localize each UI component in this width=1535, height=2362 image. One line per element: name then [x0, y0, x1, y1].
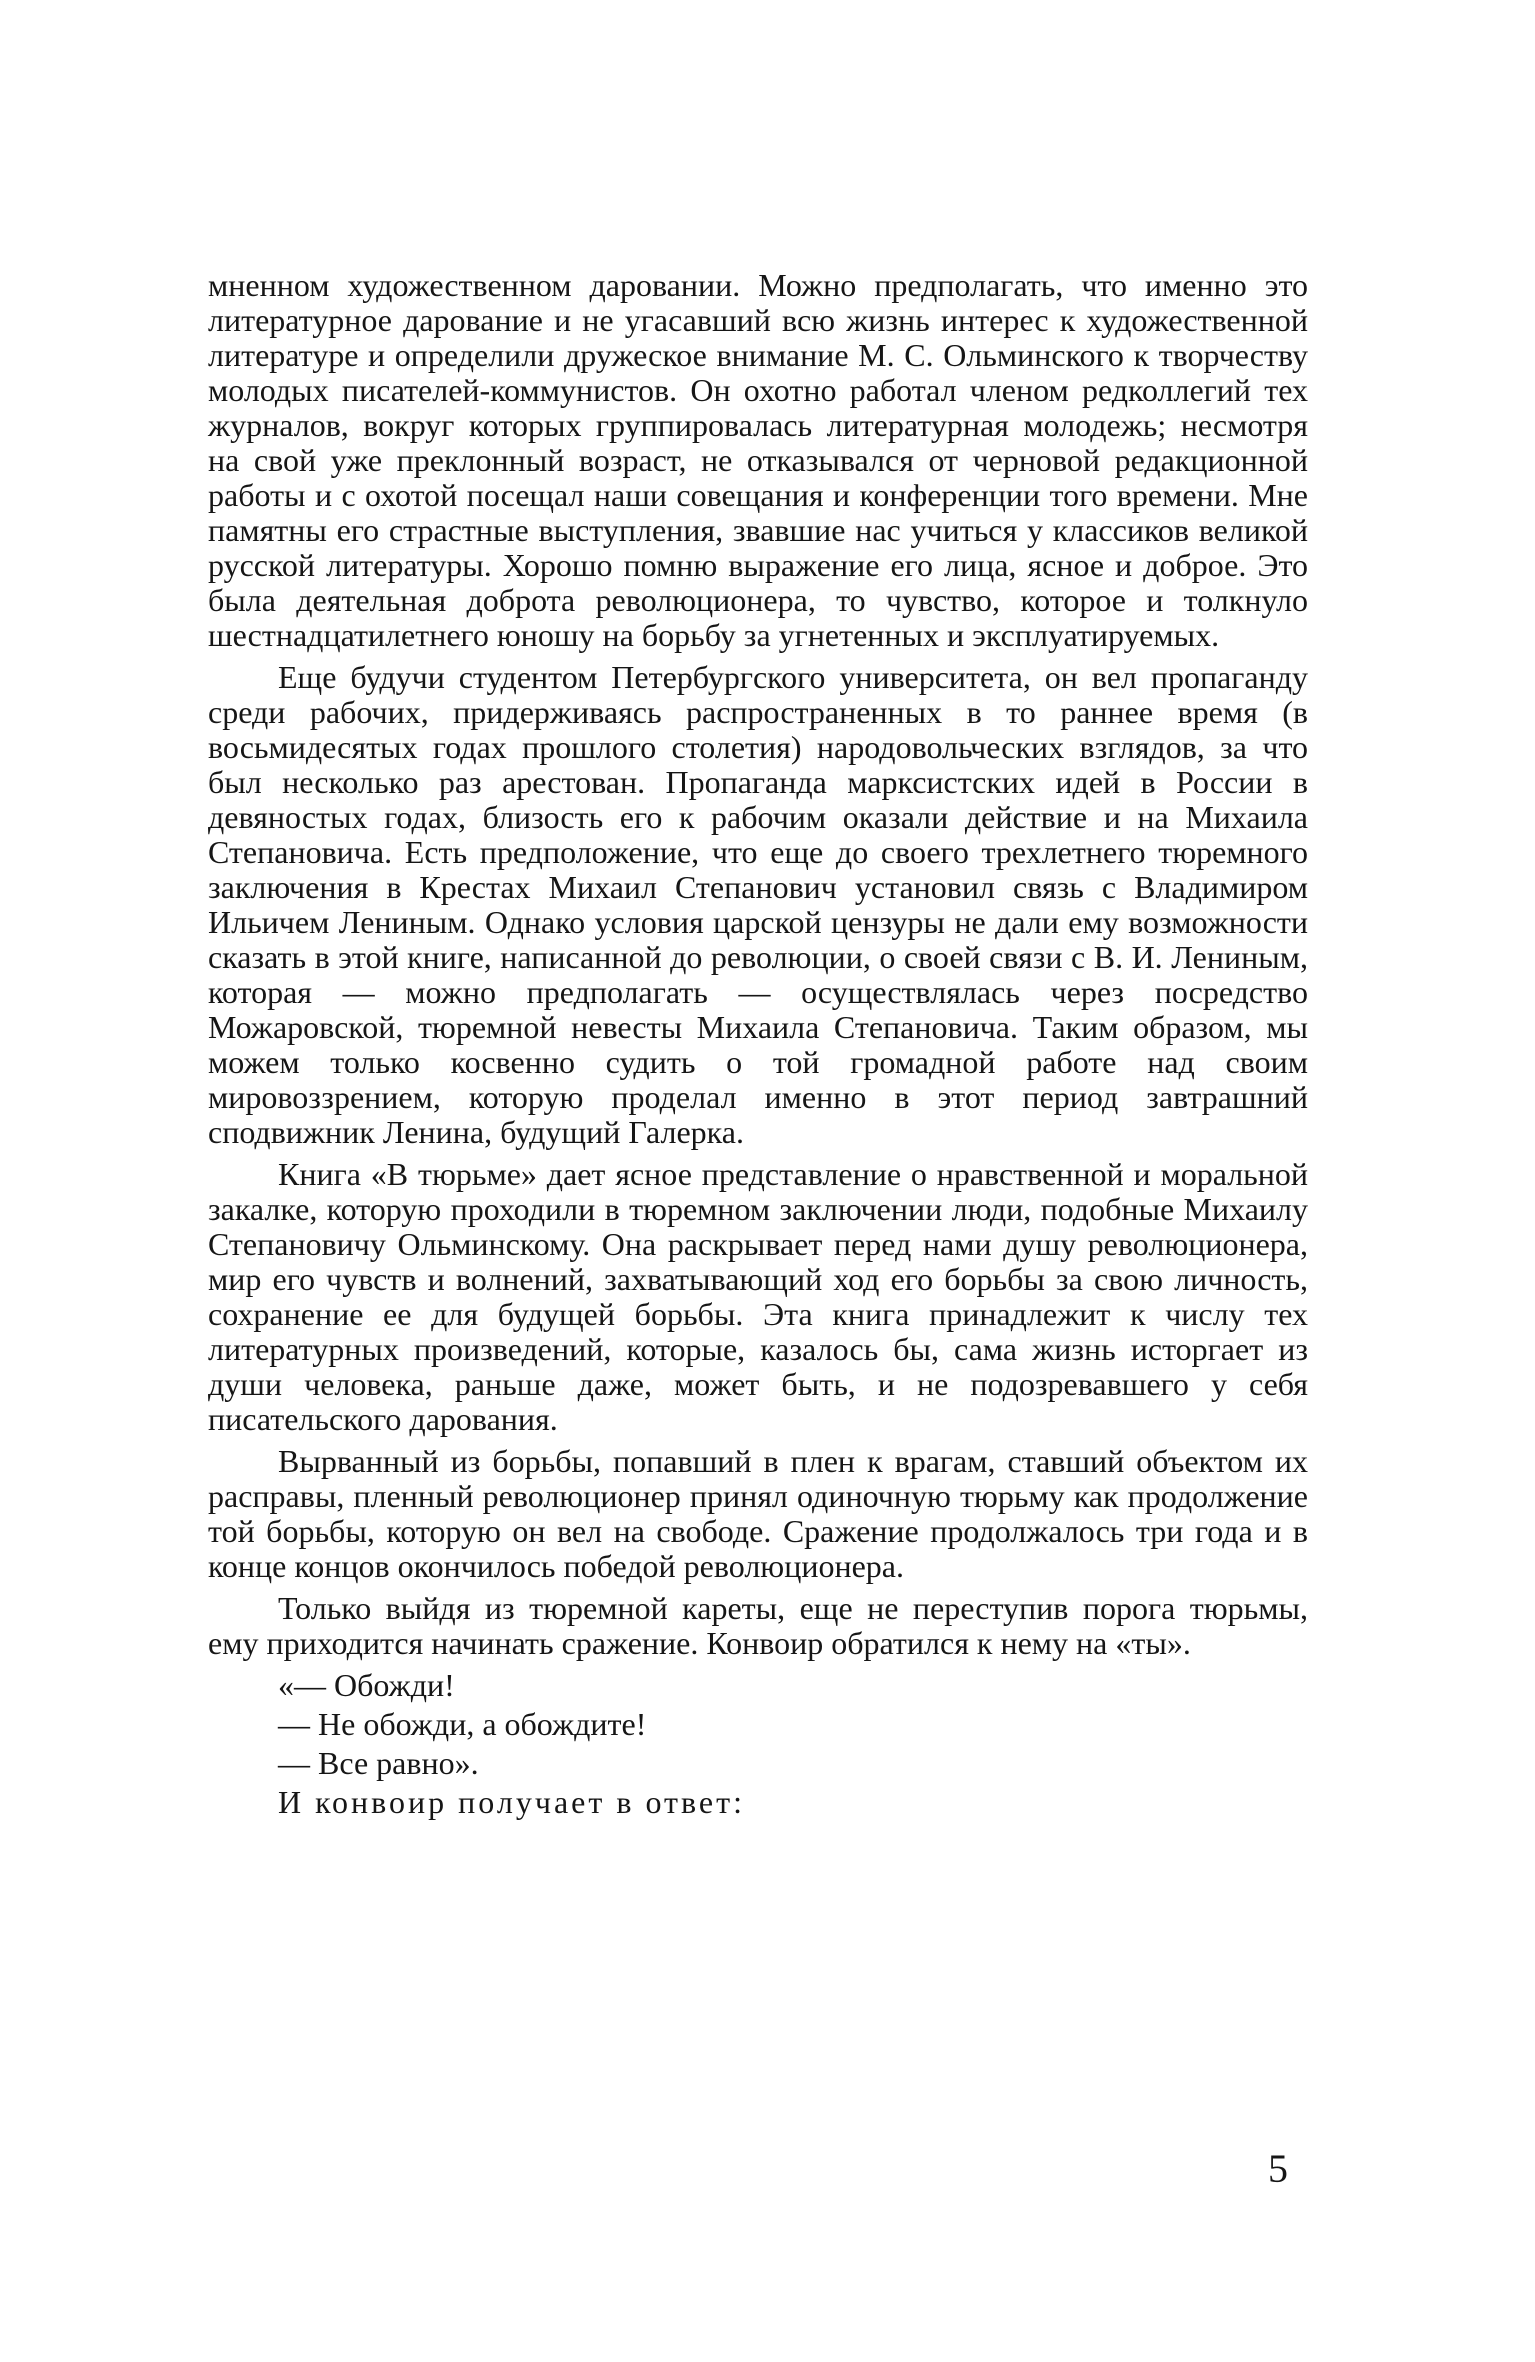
paragraph-4: Вырванный из борьбы, попавший в плен к врагам, ставший объектом их расправы, пленный революционер принял одиночную тюрьму как продолжение той борьбы, которую он вел на свободе. Сражение продолжалось три года и в конце концов окончилось победой революционера. — [208, 1443, 1308, 1584]
paragraph-1: мненном художественном даровании. Можно предполагать, что именно это литературное дарование и не угасавший всю жизнь интерес к художественной литературе и определили дружеское внимание М. С. Ольминского к творчеству молодых писателей-коммунистов. Он охотно работал членом редколлегий тех журналов, вокруг которых группировалась литературная молодежь; несмотря на свой уже преклонный возраст, не отказывался от черновой редакционной работы и с охотой посещал наши совещания и конференции того времени. Мне памятны его страстные выступления, звавшие нас учиться у классиков великой русской литературы. Хорошо помню выражение его лица, ясное и доброе. Это была деятельная доброта революционера, то чувство, которое и толкнуло шестнадцатилетнего юношу на борьбу за угнетенных и эксплуатируемых. — [208, 267, 1308, 653]
page-number: 5 — [1268, 2146, 1288, 2191]
dialogue-line-1: «— Обожди! — [278, 1667, 455, 1703]
dialogue-line-2: — Не обожди, а обождите! — [278, 1706, 647, 1742]
paragraph-2: Еще будучи студентом Петербургского университета, он вел пропаганду среди рабочих, придерживаясь распространенных в то раннее время (в восьмидесятых годах прошлого столетия) народовольческих взглядов, за что был несколько раз арестован. Пропаганда марксистских идей в России в девяностых годах, близость его к рабочим оказали действие и на Михаила Степановича. Есть предположение, что еще до своего трехлетнего тюремного заключения в Крестах Михаил Степанович установил связь с Владимиром Ильичем Лениным. Однако условия царской цензуры не дали ему возможности сказать в этой книге, написанной до революции, о своей связи с В. И. Лениным, которая — можно предполагать — осуществлялась через посредство Можаровской, тюремной невесты Михаила Степановича. Таким образом, мы можем только косвенно судить о той громадной работе над своим мировоззрением, которую проделал именно в этот период завтрашний сподвижник Ленина, будущий Галерка. — [208, 659, 1308, 1150]
dialogue-line-3: — Все равно». — [278, 1745, 479, 1781]
paragraph-5: Только выйдя из тюремной кареты, еще не переступив порога тюрьмы, ему приходится начинать сражение. Конвоир обратился к нему на «ты». — [208, 1590, 1308, 1661]
closing-line: И конвоир получает в ответ: — [278, 1784, 745, 1820]
paragraph-3: Книга «В тюрьме» дает ясное представление о нравственной и моральной закалке, которую проходили в тюремном заключении люди, подобные Михаилу Степановичу Ольминскому. Она раскрывает перед нами душу революционера, мир его чувств и волнений, захватывающий ход его борьбы за свою личность, сохранение ее для будущей борьбы. Эта книга принадлежит к числу тех литературных произведений, которые, казалось бы, сама жизнь исторгает из души человека, раньше даже, может быть, и не подозревавшего у себя писательского дарования. — [208, 1156, 1308, 1437]
body-text — [208, 268, 1308, 1820]
